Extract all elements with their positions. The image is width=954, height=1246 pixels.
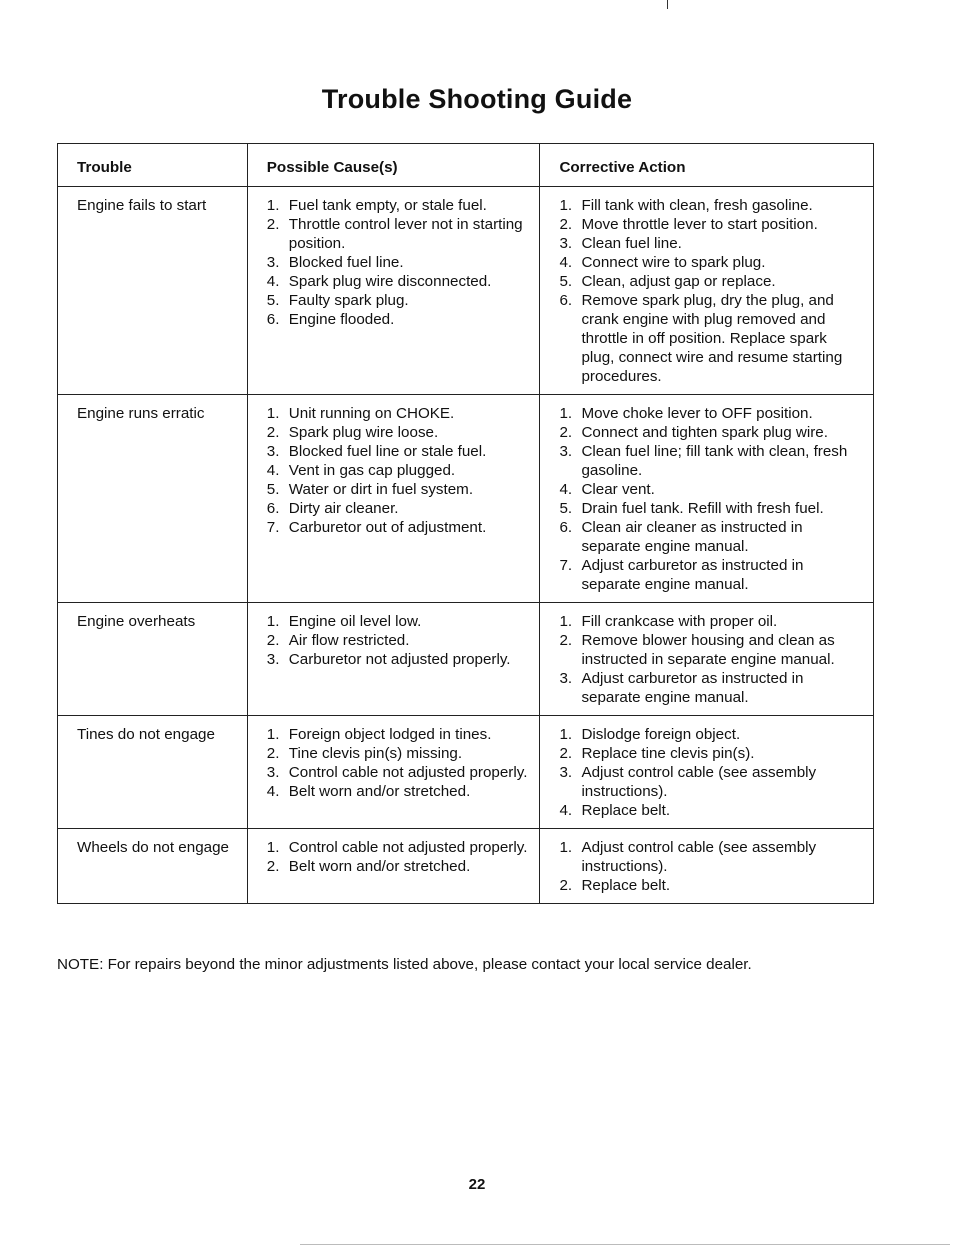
item-text: Dirty air cleaner. — [288, 500, 399, 517]
item-number: 5. — [559, 273, 573, 290]
item-text: Move throttle lever to start position. — [581, 216, 818, 233]
possible-causes-cell — [247, 395, 540, 603]
item-number: 2. — [559, 632, 573, 649]
list-item — [559, 196, 863, 215]
item-number: 3. — [559, 670, 573, 687]
item-text: Replace tine clevis pin(s). — [581, 745, 755, 762]
item-number: 2. — [266, 216, 280, 233]
list-item — [559, 838, 863, 876]
item-text: Engine flooded. — [288, 311, 395, 328]
list-item — [267, 480, 530, 499]
list-item — [267, 291, 530, 310]
list-item — [559, 480, 863, 499]
trouble-cell: Engine fails to start — [58, 187, 248, 395]
item-text: Tine clevis pin(s) missing. — [288, 745, 463, 762]
possible-causes-cell — [247, 716, 540, 829]
item-text: Remove blower housing and clean as instructed in separate engine manual. — [581, 632, 835, 668]
service-note: NOTE: For repairs beyond the minor adjustments listed above, please contact your local service dealer. — [57, 956, 752, 973]
item-text: Air flow restricted. — [288, 632, 410, 649]
item-number: 4. — [266, 462, 280, 479]
list-item — [559, 423, 863, 442]
list-item — [267, 272, 530, 291]
bottom-edge-line — [300, 1244, 950, 1245]
item-text: Engine oil level low. — [288, 613, 422, 630]
item-text: Vent in gas cap plugged. — [288, 462, 456, 479]
item-text: Faulty spark plug. — [288, 292, 409, 309]
trouble-cell: Wheels do not engage — [58, 829, 248, 904]
item-number: 3. — [266, 764, 280, 781]
item-number: 3. — [559, 443, 573, 460]
item-text: Clean air cleaner as instructed in separate engine manual. — [581, 519, 803, 555]
list-item — [559, 215, 863, 234]
item-number: 2. — [266, 858, 280, 875]
item-text: Adjust carburetor as instructed in separate engine manual. — [581, 557, 804, 593]
page-title: Trouble Shooting Guide — [321, 84, 633, 114]
list-item — [267, 631, 530, 650]
item-text: Fill tank with clean, fresh gasoline. — [581, 197, 813, 214]
item-number: 7. — [266, 519, 280, 536]
item-text: Control cable not adjusted properly. — [288, 839, 528, 856]
item-number: 6. — [266, 500, 280, 517]
actions-list — [559, 612, 863, 707]
item-text: Control cable not adjusted properly. — [288, 764, 528, 781]
table-row — [58, 187, 874, 395]
header-corrective-action: Corrective Action — [540, 144, 874, 187]
item-text: Connect and tighten spark plug wire. — [581, 424, 828, 441]
list-item — [267, 857, 530, 876]
list-item — [267, 838, 530, 857]
item-text: Dislodge foreign object. — [581, 726, 741, 743]
corrective-action-cell — [540, 716, 874, 829]
trouble-shooting-table — [57, 143, 874, 904]
trouble-cell: Engine runs erratic — [58, 395, 248, 603]
item-text: Replace belt. — [581, 877, 671, 894]
item-number: 3. — [559, 235, 573, 252]
item-number: 4. — [559, 802, 573, 819]
list-item — [559, 291, 863, 386]
list-item — [267, 442, 530, 461]
item-number: 1. — [266, 405, 280, 422]
item-text: Spark plug wire loose. — [288, 424, 439, 441]
item-text: Remove spark plug, dry the plug, and crank engine with plug removed and throttle in off position. Replace spark plug, connect wire and resume starting procedures. — [581, 292, 843, 385]
item-text: Blocked fuel line or stale fuel. — [288, 443, 487, 460]
list-item — [559, 876, 863, 895]
list-item — [267, 763, 530, 782]
item-number: 4. — [559, 254, 573, 271]
item-number: 2. — [559, 877, 573, 894]
list-item — [559, 631, 863, 669]
item-number: 4. — [266, 783, 280, 800]
list-item — [559, 744, 863, 763]
list-item — [267, 423, 530, 442]
page-number: 22 — [468, 1176, 486, 1193]
item-text: Throttle control lever not in starting position. — [288, 216, 523, 252]
item-number: 5. — [266, 481, 280, 498]
trouble-cell: Tines do not engage — [58, 716, 248, 829]
list-item — [267, 253, 530, 272]
item-text: Unit running on CHOKE. — [288, 405, 455, 422]
corrective-action-cell — [540, 187, 874, 395]
item-text: Belt worn and/or stretched. — [288, 783, 471, 800]
item-number: 2. — [266, 424, 280, 441]
list-item — [559, 669, 863, 707]
list-item — [559, 404, 863, 423]
item-text: Clean, adjust gap or replace. — [581, 273, 776, 290]
possible-causes-cell — [247, 603, 540, 716]
corrective-action-cell — [540, 395, 874, 603]
causes-list — [267, 838, 530, 876]
list-item — [267, 725, 530, 744]
trouble-cell: Engine overheats — [58, 603, 248, 716]
causes-list — [267, 196, 530, 329]
table-body — [58, 187, 874, 904]
causes-list — [267, 725, 530, 801]
list-item — [267, 310, 530, 329]
scan-mark — [667, 0, 668, 9]
item-text: Drain fuel tank. Refill with fresh fuel. — [581, 500, 824, 517]
item-number: 2. — [559, 424, 573, 441]
item-number: 3. — [266, 443, 280, 460]
list-item — [559, 612, 863, 631]
item-number: 1. — [559, 839, 573, 856]
list-item — [267, 612, 530, 631]
item-number: 1. — [266, 197, 280, 214]
item-number: 1. — [559, 726, 573, 743]
list-item — [559, 499, 863, 518]
corrective-action-cell — [540, 829, 874, 904]
header-trouble: Trouble — [58, 144, 248, 187]
table-row — [58, 395, 874, 603]
item-number: 3. — [266, 254, 280, 271]
item-number: 5. — [559, 500, 573, 517]
list-item — [559, 518, 863, 556]
item-text: Spark plug wire disconnected. — [288, 273, 492, 290]
item-text: Adjust control cable (see assembly instructions). — [581, 764, 817, 800]
list-item — [267, 650, 530, 669]
item-number: 2. — [266, 745, 280, 762]
list-item — [559, 725, 863, 744]
possible-causes-cell — [247, 187, 540, 395]
list-item — [267, 215, 530, 253]
list-item — [559, 801, 863, 820]
item-number: 1. — [266, 726, 280, 743]
item-text: Carburetor out of adjustment. — [288, 519, 487, 536]
possible-causes-cell — [247, 829, 540, 904]
causes-list — [267, 612, 530, 669]
table-row — [58, 829, 874, 904]
list-item — [559, 234, 863, 253]
list-item — [559, 763, 863, 801]
item-text: Water or dirt in fuel system. — [288, 481, 474, 498]
item-number: 4. — [266, 273, 280, 290]
list-item — [267, 744, 530, 763]
causes-list — [267, 404, 530, 537]
item-text: Fuel tank empty, or stale fuel. — [288, 197, 487, 214]
item-text: Move choke lever to OFF position. — [581, 405, 813, 422]
item-number: 2. — [266, 632, 280, 649]
list-item — [267, 461, 530, 480]
list-item — [559, 442, 863, 480]
list-item — [267, 404, 530, 423]
item-text: Carburetor not adjusted properly. — [288, 651, 511, 668]
table-row — [58, 603, 874, 716]
actions-list — [559, 404, 863, 594]
list-item — [559, 253, 863, 272]
item-number: 1. — [266, 613, 280, 630]
actions-list — [559, 725, 863, 820]
item-text: Connect wire to spark plug. — [581, 254, 766, 271]
item-text: Foreign object lodged in tines. — [288, 726, 492, 743]
list-item — [267, 499, 530, 518]
item-text: Adjust control cable (see assembly instructions). — [581, 839, 817, 875]
item-number: 1. — [559, 405, 573, 422]
corrective-action-cell — [540, 603, 874, 716]
table-row — [58, 716, 874, 829]
item-number: 3. — [266, 651, 280, 668]
header-possible-causes: Possible Cause(s) — [247, 144, 540, 187]
item-text: Adjust carburetor as instructed in separate engine manual. — [581, 670, 804, 706]
item-text: Replace belt. — [581, 802, 671, 819]
item-text: Clear vent. — [581, 481, 655, 498]
item-text: Blocked fuel line. — [288, 254, 404, 271]
item-text: Fill crankcase with proper oil. — [581, 613, 778, 630]
item-number: 2. — [559, 216, 573, 233]
item-number: 1. — [559, 197, 573, 214]
list-item — [267, 196, 530, 215]
item-number: 6. — [559, 292, 573, 309]
actions-list — [559, 838, 863, 895]
list-item — [267, 518, 530, 537]
table-header-row — [58, 144, 874, 187]
item-number: 6. — [266, 311, 280, 328]
item-number: 4. — [559, 481, 573, 498]
item-number: 6. — [559, 519, 573, 536]
item-number: 7. — [559, 557, 573, 574]
list-item — [559, 556, 863, 594]
item-number: 5. — [266, 292, 280, 309]
item-number: 1. — [266, 839, 280, 856]
item-text: Clean fuel line. — [581, 235, 682, 252]
item-number: 1. — [559, 613, 573, 630]
list-item — [559, 272, 863, 291]
item-number: 3. — [559, 764, 573, 781]
item-text: Belt worn and/or stretched. — [288, 858, 471, 875]
item-number: 2. — [559, 745, 573, 762]
item-text: Clean fuel line; fill tank with clean, fresh gasoline. — [581, 443, 848, 479]
list-item — [267, 782, 530, 801]
actions-list — [559, 196, 863, 386]
